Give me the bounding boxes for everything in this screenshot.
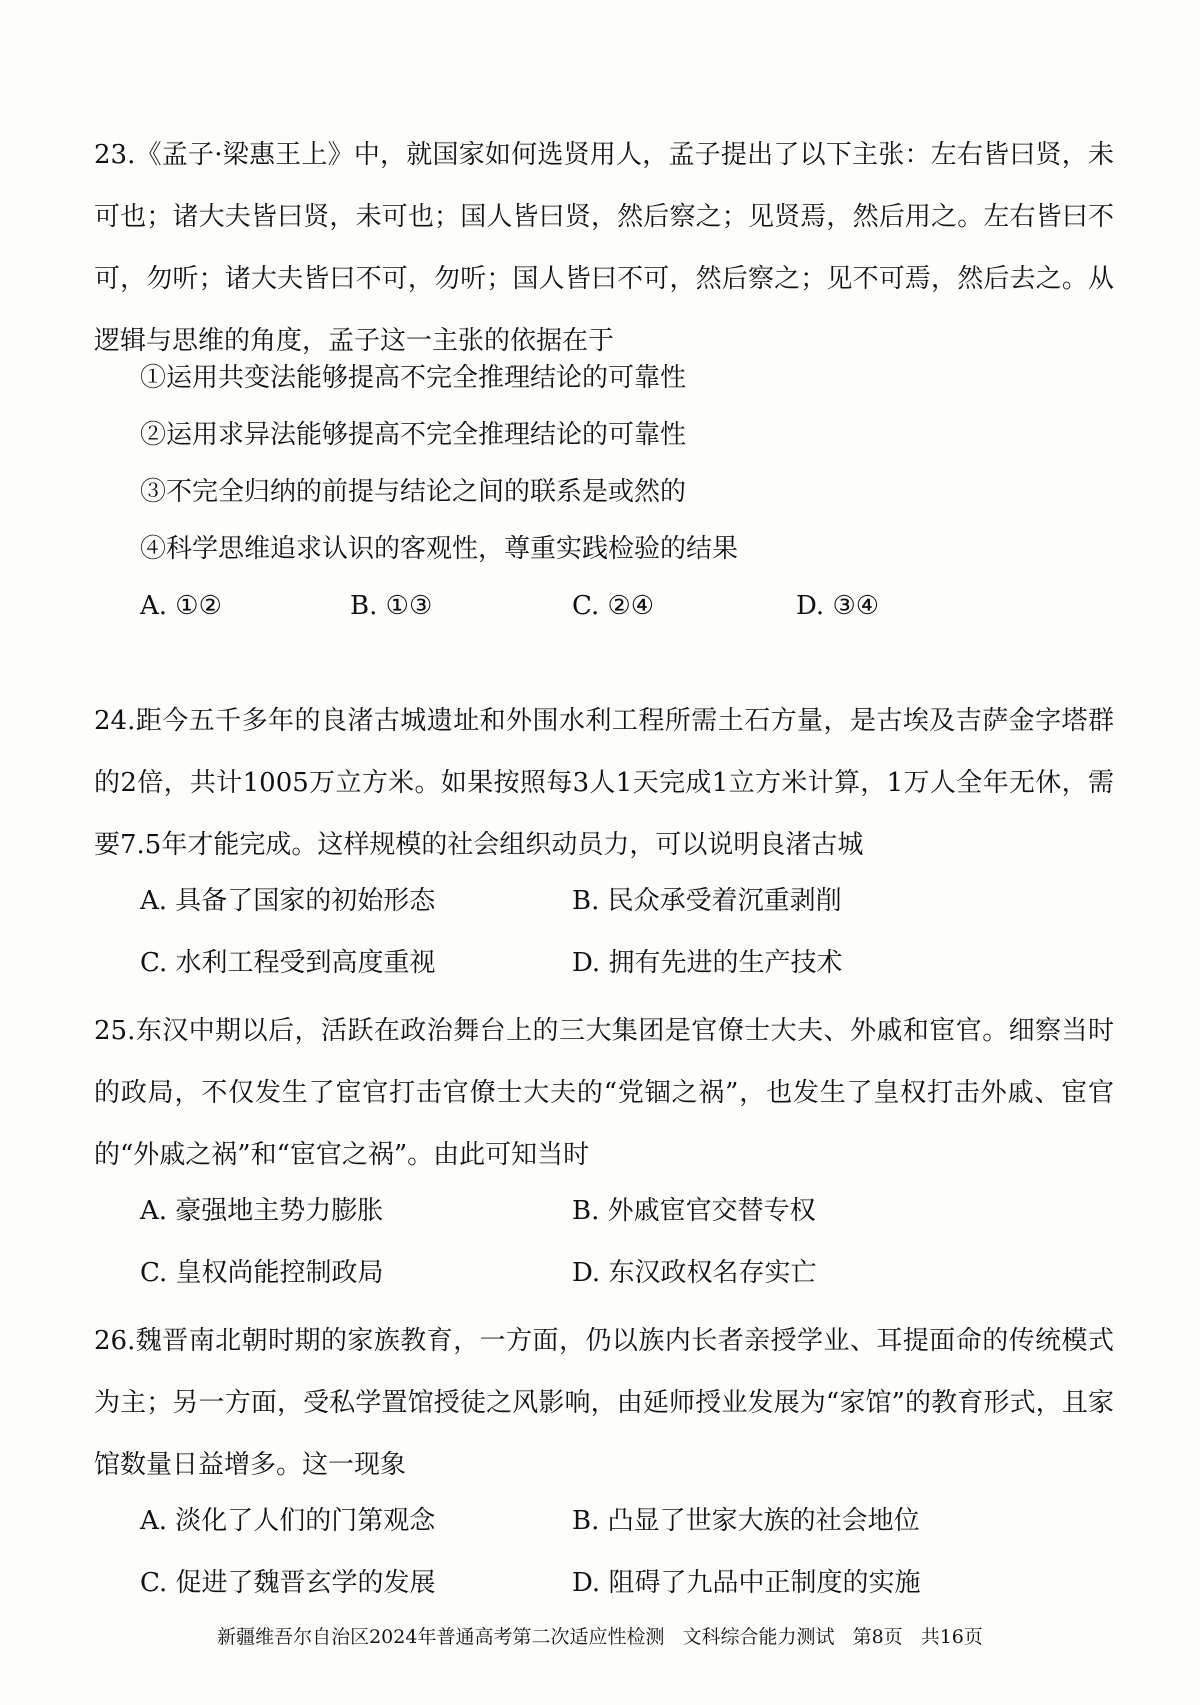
- question-text: 距今五千多年的良渚古城遗址和外围水利工程所需土石方量，是古埃及吉萨金字塔群的2倍，共计1005万立方米。如果按照每3人1天完成1立方米计算，1万人全年无休，需要7.5年才能完成。这样规模的社会组织动员力，可以说明良渚古城: [94, 706, 1114, 860]
- option-b: B. 凸显了世家大族的社会地位: [572, 1506, 920, 1536]
- page-footer: [0, 1622, 1200, 1652]
- option-b: B. ①③: [350, 591, 433, 621]
- question-number: 25.: [94, 1016, 136, 1046]
- statement-1: ①运用共变法能够提高不完全推理结论的可靠性: [140, 363, 687, 393]
- option-d: D. 阻碍了九品中正制度的实施: [572, 1568, 921, 1598]
- page-total: 共16页: [920, 1626, 983, 1648]
- option-b: B. 民众承受着沉重剥削: [572, 886, 842, 916]
- option-c: C. 促进了魏晋玄学的发展: [140, 1568, 436, 1598]
- option-d: D. ③④: [796, 591, 880, 621]
- question-26-options-row-2: [140, 1552, 1100, 1614]
- option-c: C. 水利工程受到高度重视: [140, 948, 436, 978]
- option-b: B. 外戚宦官交替专权: [572, 1196, 816, 1226]
- statement-4: ④科学思维追求认识的客观性，尊重实践检验的结果: [140, 534, 739, 564]
- option-a: A. 具备了国家的初始形态: [140, 886, 436, 916]
- option-d: D. 拥有先进的生产技术: [572, 948, 843, 978]
- option-c: C. ②④: [572, 591, 655, 621]
- page-number: 第8页: [852, 1626, 903, 1648]
- question-23-stem: [94, 124, 1114, 372]
- question-text: 东汉中期以后，活跃在政治舞台上的三大集团是官僚士大夫、外戚和宦官。细察当时的政局，不仅发生了宦官打击官僚士大夫的“党锢之祸”，也发生了皇权打击外戚、宦官的“外戚之祸”和“宦官之祸”。由此可知当时: [94, 1016, 1114, 1170]
- question-text: 《孟子·梁惠王上》中，就国家如何选贤用人，孟子提出了以下主张：左右皆曰贤，未可也；诸大夫皆曰贤，未可也；国人皆曰贤，然后察之；见贤焉，然后用之。左右皆曰不可，勿听；诸大夫皆曰不可，勿听；国人皆曰不可，然后察之；见不可焉，然后去之。从逻辑与思维的角度，孟子这一主张的依据在于: [94, 140, 1114, 356]
- subject-name: 文科综合能力测试: [682, 1626, 835, 1648]
- option-a: A. 豪强地主势力膨胀: [140, 1196, 384, 1226]
- question-26-options-row-1: [140, 1490, 1100, 1552]
- question-number: 23.: [94, 140, 136, 170]
- question-25-options-row-2: [140, 1242, 1100, 1304]
- question-26-stem: [94, 1310, 1114, 1496]
- question-number: 26.: [94, 1326, 136, 1356]
- statement-2: ②运用求异法能够提高不完全推理结论的可靠性: [140, 420, 687, 450]
- question-text: 魏晋南北朝时期的家族教育，一方面，仍以族内长者亲授学业、耳提面命的传统模式为主；另一方面，受私学置馆授徒之风影响，由延师授业发展为“家馆”的教育形式，且家馆数量日益增多。这一现象: [94, 1326, 1114, 1480]
- exam-title: 新疆维吾尔自治区2024年普通高考第二次适应性检测: [217, 1626, 665, 1648]
- option-a: A. 淡化了人们的门第观念: [140, 1506, 436, 1536]
- question-24-stem: [94, 690, 1114, 876]
- question-23-options: [140, 575, 1100, 637]
- question-24-options-row-1: [140, 870, 1100, 932]
- question-25-stem: [94, 1000, 1114, 1186]
- question-25-options-row-1: [140, 1180, 1100, 1242]
- question-number: 24.: [94, 706, 136, 736]
- option-d: D. 东汉政权名存实亡: [572, 1258, 817, 1288]
- option-c: C. 皇权尚能控制政局: [140, 1258, 384, 1288]
- option-a: A. ①②: [140, 591, 222, 621]
- question-24-options-row-2: [140, 932, 1100, 994]
- statement-3: ③不完全归纳的前提与结论之间的联系是或然的: [140, 477, 687, 507]
